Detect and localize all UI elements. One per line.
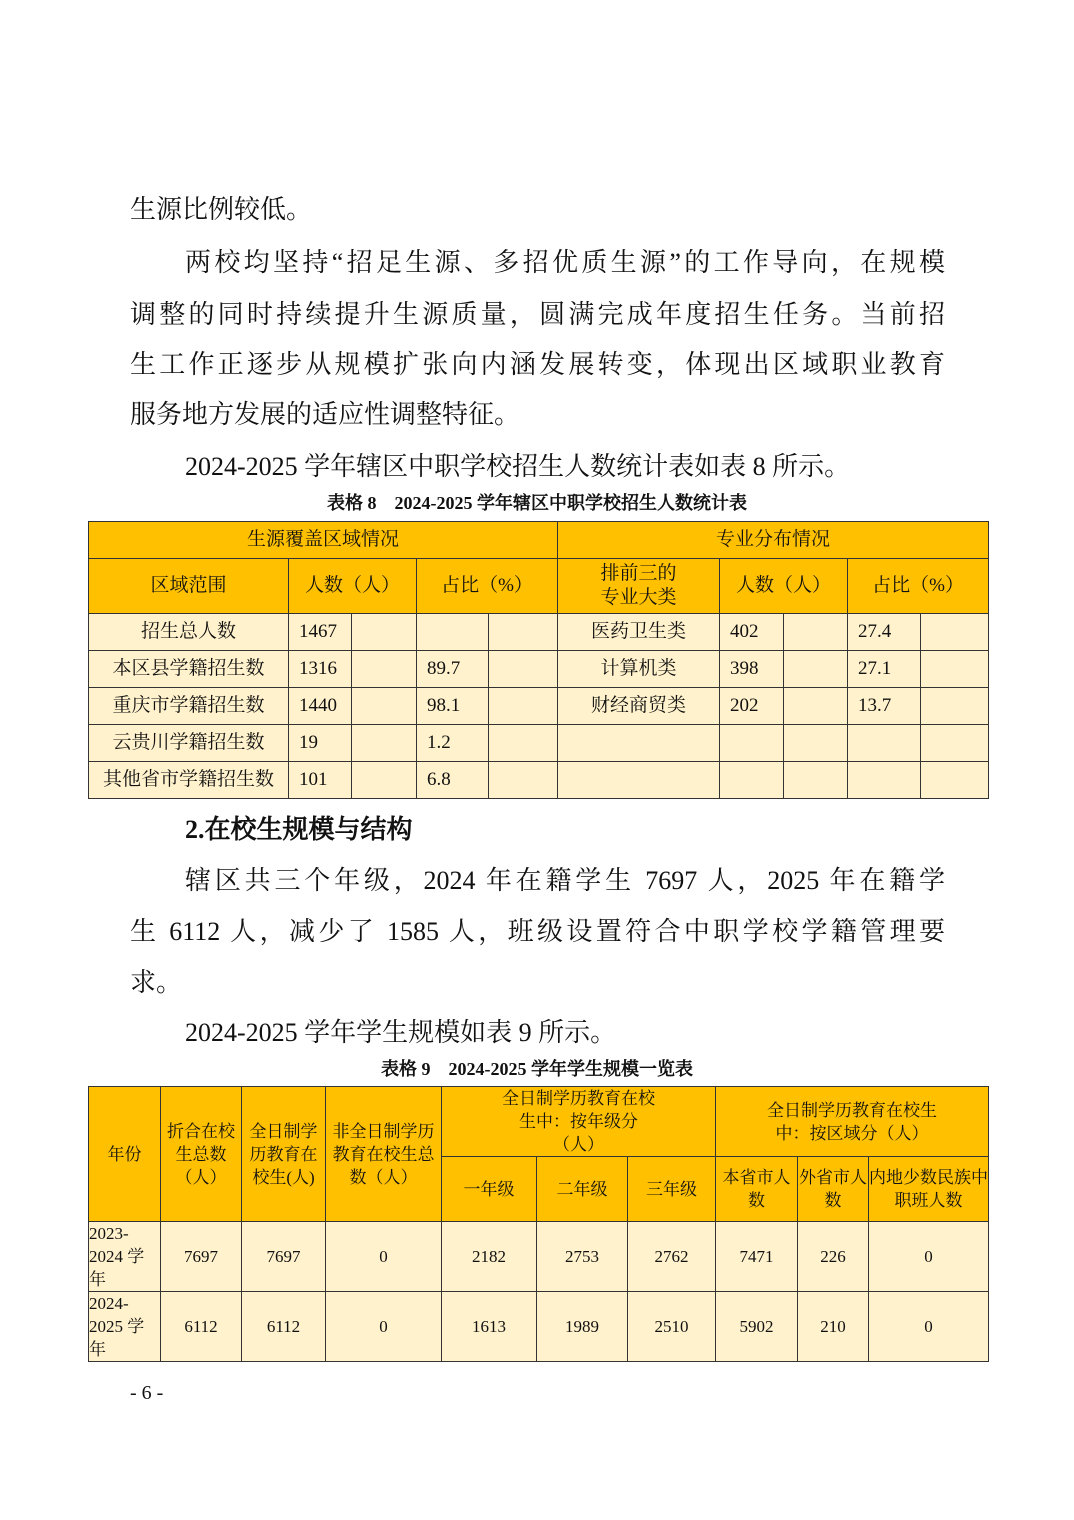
table-row bbox=[89, 1292, 989, 1362]
table-cell: 2762 bbox=[628, 1222, 716, 1292]
sub-header: 本省市人数 bbox=[716, 1157, 798, 1222]
table-cell: 2510 bbox=[628, 1292, 716, 1362]
table-row bbox=[89, 614, 989, 651]
table-cell: 计算机类 bbox=[558, 651, 720, 688]
table-cell bbox=[921, 614, 989, 651]
table-cell bbox=[489, 651, 558, 688]
table-cell: 财经商贸类 bbox=[558, 688, 720, 725]
table-cell: 云贵川学籍招生数 bbox=[89, 725, 289, 762]
table-cell: 2753 bbox=[537, 1222, 628, 1292]
sub-header: 一年级 bbox=[442, 1157, 537, 1222]
column-header: 全日制学历教育在校生中：按区域分（人） bbox=[716, 1087, 989, 1157]
sub-header: 外省市人数 bbox=[798, 1157, 869, 1222]
table-cell: 2024-2025 学年 bbox=[89, 1292, 161, 1362]
column-header: 年份 bbox=[89, 1087, 161, 1222]
table-cell: 1989 bbox=[537, 1292, 628, 1362]
table-cell: 202 bbox=[720, 688, 784, 725]
table-cell bbox=[489, 725, 558, 762]
table-cell: 重庆市学籍招生数 bbox=[89, 688, 289, 725]
table-row bbox=[89, 725, 989, 762]
table-cell bbox=[921, 688, 989, 725]
table-cell: 398 bbox=[720, 651, 784, 688]
table-cell: 210 bbox=[798, 1292, 869, 1362]
column-header: 排前三的专业大类 bbox=[558, 559, 720, 614]
table-cell: 0 bbox=[869, 1222, 989, 1292]
paragraph-line: 生 6112 人，减少了 1585 人，班级设置符合中职学校学籍管理要 bbox=[130, 917, 945, 946]
table-cell bbox=[352, 762, 417, 799]
table-row bbox=[89, 688, 989, 725]
table-cell bbox=[489, 688, 558, 725]
table-cell: 7697 bbox=[161, 1222, 242, 1292]
group-header: 生源覆盖区域情况 bbox=[89, 522, 558, 559]
table-cell bbox=[848, 762, 921, 799]
table-cell: 98.1 bbox=[417, 688, 489, 725]
table-cell: 本区县学籍招生数 bbox=[89, 651, 289, 688]
table-cell: 1316 bbox=[289, 651, 352, 688]
table-cell: 6112 bbox=[161, 1292, 242, 1362]
table-cell: 7471 bbox=[716, 1222, 798, 1292]
column-header: 全日制学历教育在校生(人) bbox=[242, 1087, 326, 1222]
column-header: 折合在校生总数（人） bbox=[161, 1087, 242, 1222]
table-cell bbox=[417, 614, 489, 651]
column-header: 区域范围 bbox=[89, 559, 289, 614]
paragraph-line: 2024-2025 学年辖区中职学校招生人数统计表如表 8 所示。 bbox=[185, 452, 851, 481]
table-cell: 医药卫生类 bbox=[558, 614, 720, 651]
table-cell: 226 bbox=[798, 1222, 869, 1292]
paragraph-line: 服务地方发展的适应性调整特征。 bbox=[130, 400, 521, 429]
table-cell bbox=[489, 614, 558, 651]
group-header: 专业分布情况 bbox=[558, 522, 989, 559]
paragraph-line: 求。 bbox=[130, 968, 183, 997]
table8-caption: 表格 8 2024-2025 学年辖区中职学校招生人数统计表 bbox=[327, 493, 747, 513]
table-cell bbox=[489, 762, 558, 799]
table-cell: 19 bbox=[289, 725, 352, 762]
column-header: 人数（人） bbox=[289, 559, 417, 614]
section-heading: 2.在校生规模与结构 bbox=[185, 815, 413, 844]
table-cell bbox=[352, 614, 417, 651]
table9 bbox=[88, 1086, 989, 1362]
table-cell: 2182 bbox=[442, 1222, 537, 1292]
table-cell bbox=[921, 762, 989, 799]
paragraph-line: 辖区共三个年级，2024 年在籍学生 7697 人，2025 年在籍学 bbox=[185, 866, 945, 895]
table-cell: 27.1 bbox=[848, 651, 921, 688]
column-header: 占比（%） bbox=[417, 559, 558, 614]
paragraph-line: 生工作正逐步从规模扩张向内涵发展转变，体现出区域职业教育 bbox=[130, 350, 945, 379]
table-cell bbox=[352, 688, 417, 725]
paragraph-line: 生源比例较低。 bbox=[130, 195, 313, 224]
table-cell: 6.8 bbox=[417, 762, 489, 799]
column-header: 人数（人） bbox=[720, 559, 848, 614]
page-number: - 6 - bbox=[130, 1382, 164, 1404]
table-cell: 89.7 bbox=[417, 651, 489, 688]
table-cell bbox=[558, 762, 720, 799]
table-cell: 1.2 bbox=[417, 725, 489, 762]
column-header: 全日制学历教育在校生中：按年级分（人） bbox=[442, 1087, 716, 1157]
table-cell bbox=[784, 762, 848, 799]
table-cell: 402 bbox=[720, 614, 784, 651]
table-cell: 5902 bbox=[716, 1292, 798, 1362]
table-cell: 2023-2024 学年 bbox=[89, 1222, 161, 1292]
sub-header: 三年级 bbox=[628, 1157, 716, 1222]
table-cell: 27.4 bbox=[848, 614, 921, 651]
column-header: 占比（%） bbox=[848, 559, 989, 614]
table-cell bbox=[921, 725, 989, 762]
table-cell bbox=[558, 725, 720, 762]
table-cell: 招生总人数 bbox=[89, 614, 289, 651]
table-cell: 6112 bbox=[242, 1292, 326, 1362]
table-cell bbox=[352, 651, 417, 688]
sub-header: 二年级 bbox=[537, 1157, 628, 1222]
table-cell bbox=[921, 651, 989, 688]
table-cell: 1613 bbox=[442, 1292, 537, 1362]
table-cell bbox=[720, 762, 784, 799]
table-cell: 0 bbox=[326, 1292, 442, 1362]
table-cell: 7697 bbox=[242, 1222, 326, 1292]
table-cell: 其他省市学籍招生数 bbox=[89, 762, 289, 799]
table9-caption: 表格 9 2024-2025 学年学生规模一览表 bbox=[381, 1059, 693, 1079]
table-row bbox=[89, 1222, 989, 1292]
table-cell: 1440 bbox=[289, 688, 352, 725]
table-cell: 101 bbox=[289, 762, 352, 799]
table-cell: 0 bbox=[326, 1222, 442, 1292]
paragraph-line: 两校均坚持“招足生源、多招优质生源”的工作导向，在规模 bbox=[185, 248, 945, 277]
table8 bbox=[88, 521, 989, 799]
table-cell: 13.7 bbox=[848, 688, 921, 725]
column-header: 非全日制学历教育在校生总数（人） bbox=[326, 1087, 442, 1222]
table-cell bbox=[784, 651, 848, 688]
table-cell bbox=[848, 725, 921, 762]
table-cell bbox=[720, 725, 784, 762]
table-cell bbox=[352, 725, 417, 762]
table-row bbox=[89, 651, 989, 688]
table-cell bbox=[784, 614, 848, 651]
table-cell bbox=[784, 725, 848, 762]
table-cell: 1467 bbox=[289, 614, 352, 651]
table-row bbox=[89, 762, 989, 799]
paragraph-line: 2024-2025 学年学生规模如表 9 所示。 bbox=[185, 1018, 617, 1047]
sub-header: 内地少数民族中职班人数 bbox=[869, 1157, 989, 1222]
table-cell bbox=[784, 688, 848, 725]
paragraph-line: 调整的同时持续提升生源质量，圆满完成年度招生任务。当前招 bbox=[130, 300, 945, 329]
table-cell: 0 bbox=[869, 1292, 989, 1362]
